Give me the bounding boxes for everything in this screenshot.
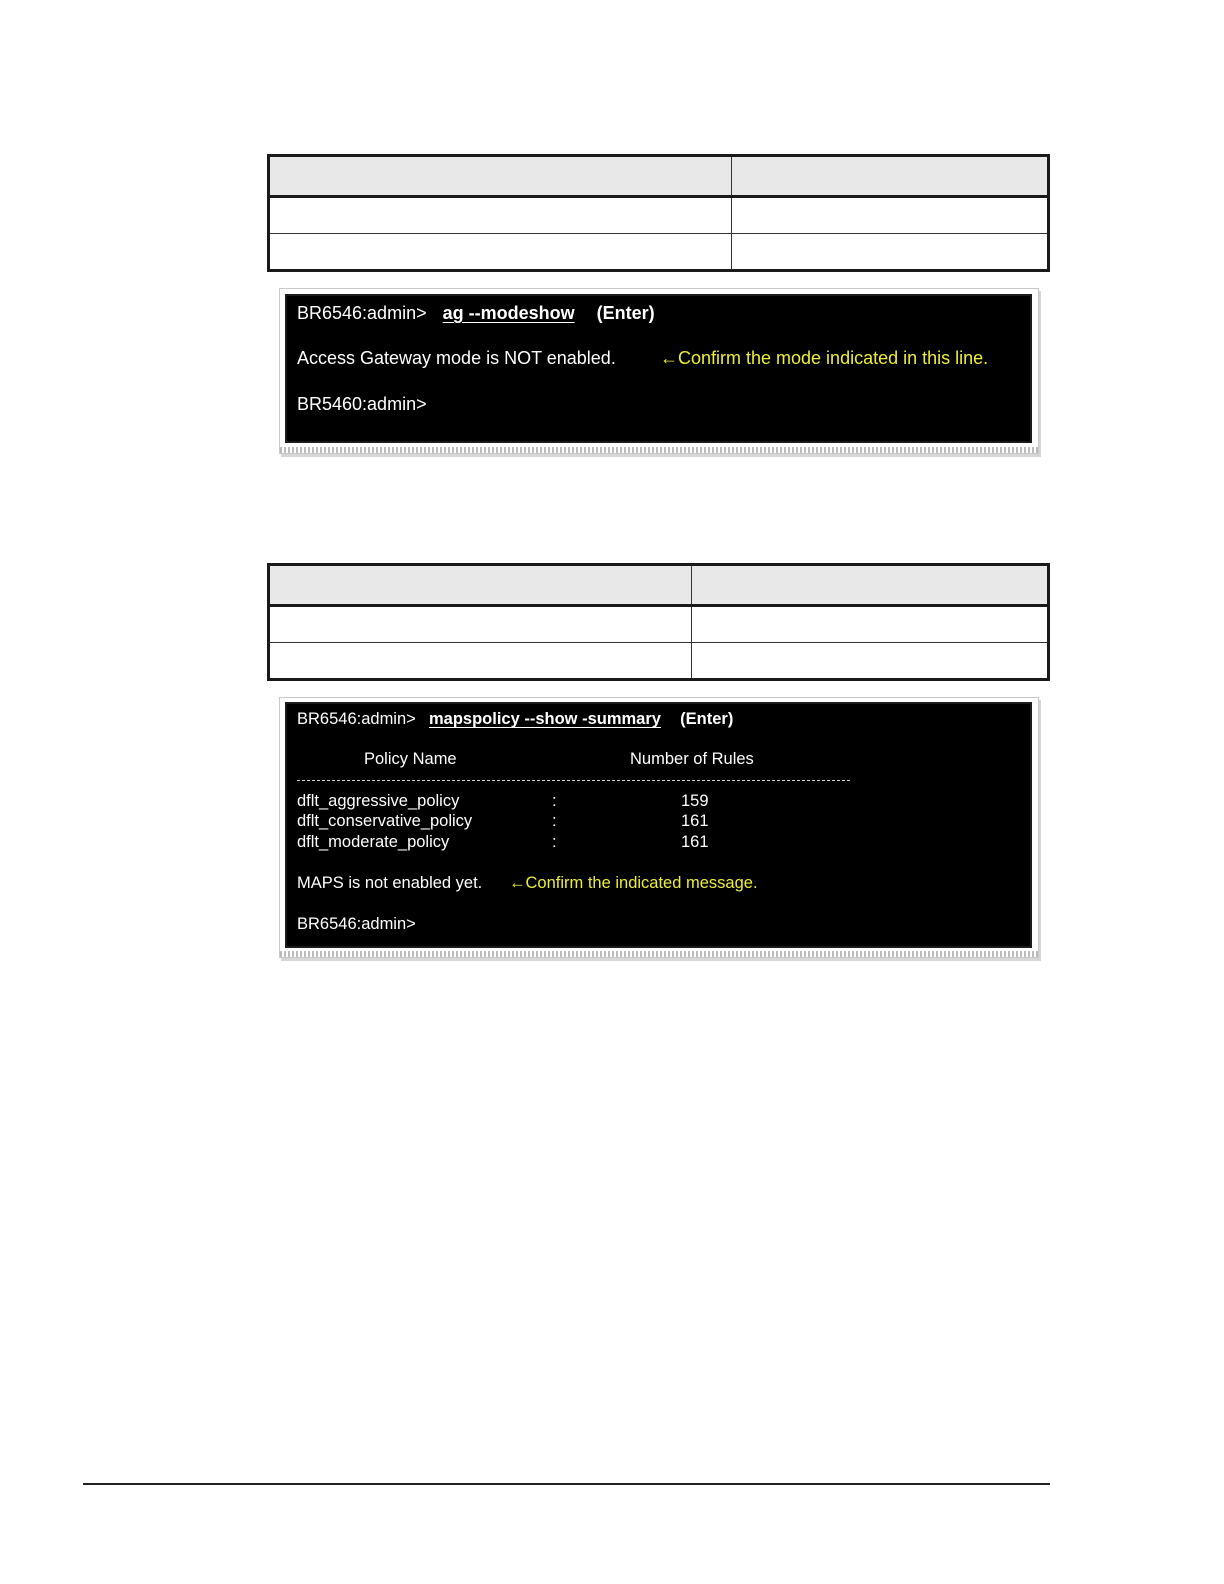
table-row xyxy=(269,606,1049,643)
policy-rule-count: 161 xyxy=(681,833,709,851)
command-line xyxy=(297,303,655,324)
policy-rule-count: 159 xyxy=(681,792,709,810)
terminal-screenshot-1 xyxy=(279,288,1039,454)
table-2-header-cell-1 xyxy=(269,565,692,606)
command-text: ag --modeshow xyxy=(442,303,575,323)
final-prompt: BR6546:admin> xyxy=(297,915,416,933)
terminal-screenshot-2 xyxy=(279,697,1039,958)
table-1-header-cell-1 xyxy=(269,156,732,197)
status-message: MAPS is not enabled yet. xyxy=(297,874,483,892)
prompt: BR6546:admin> xyxy=(297,303,427,323)
confirm-note: ←Confirm the indicated message. xyxy=(509,874,758,892)
table-cell xyxy=(732,234,1049,271)
policy-separator: : xyxy=(552,833,557,851)
table-cell xyxy=(692,643,1049,680)
terminal-window-1 xyxy=(285,294,1032,443)
policy-name: dflt_aggressive_policy xyxy=(297,792,460,810)
table-1-header-cell-2 xyxy=(732,156,1049,197)
policy-name: dflt_moderate_policy xyxy=(297,833,450,851)
table-cell xyxy=(269,606,692,643)
command-line xyxy=(297,710,733,729)
table-2 xyxy=(267,563,1050,681)
table-1-header-row xyxy=(269,156,1049,197)
prompt: BR6546:admin> xyxy=(297,710,416,728)
table-row xyxy=(269,197,1049,234)
column-header-number-of-rules: Number of Rules xyxy=(630,750,754,768)
table-2-header-row xyxy=(269,565,1049,606)
table-1 xyxy=(267,154,1050,272)
table-2-header-cell-2 xyxy=(692,565,1049,606)
enter-key-label: (Enter) xyxy=(596,303,655,323)
table-row xyxy=(269,643,1049,680)
table-row xyxy=(269,234,1049,271)
table-cell xyxy=(269,197,732,234)
policy-name: dflt_conservative_policy xyxy=(297,812,473,830)
separator-dashes xyxy=(297,780,850,781)
table-cell xyxy=(692,606,1049,643)
policy-rule-count: 161 xyxy=(681,812,709,830)
final-prompt: BR5460:admin> xyxy=(297,394,427,414)
confirm-note: ←Confirm the mode indicated in this line. xyxy=(660,348,989,368)
policy-separator: : xyxy=(552,792,557,810)
table-cell xyxy=(269,234,732,271)
terminal-window-2 xyxy=(285,702,1032,948)
command-text: mapspolicy --show -summary xyxy=(428,710,661,728)
column-header-policy-name: Policy Name xyxy=(364,750,457,768)
table-cell xyxy=(732,197,1049,234)
policy-separator: : xyxy=(552,812,557,830)
output-line: Access Gateway mode is NOT enabled. xyxy=(297,348,616,368)
table-cell xyxy=(269,643,692,680)
enter-key-label: (Enter) xyxy=(680,710,734,728)
footer-rule xyxy=(83,1483,1050,1485)
